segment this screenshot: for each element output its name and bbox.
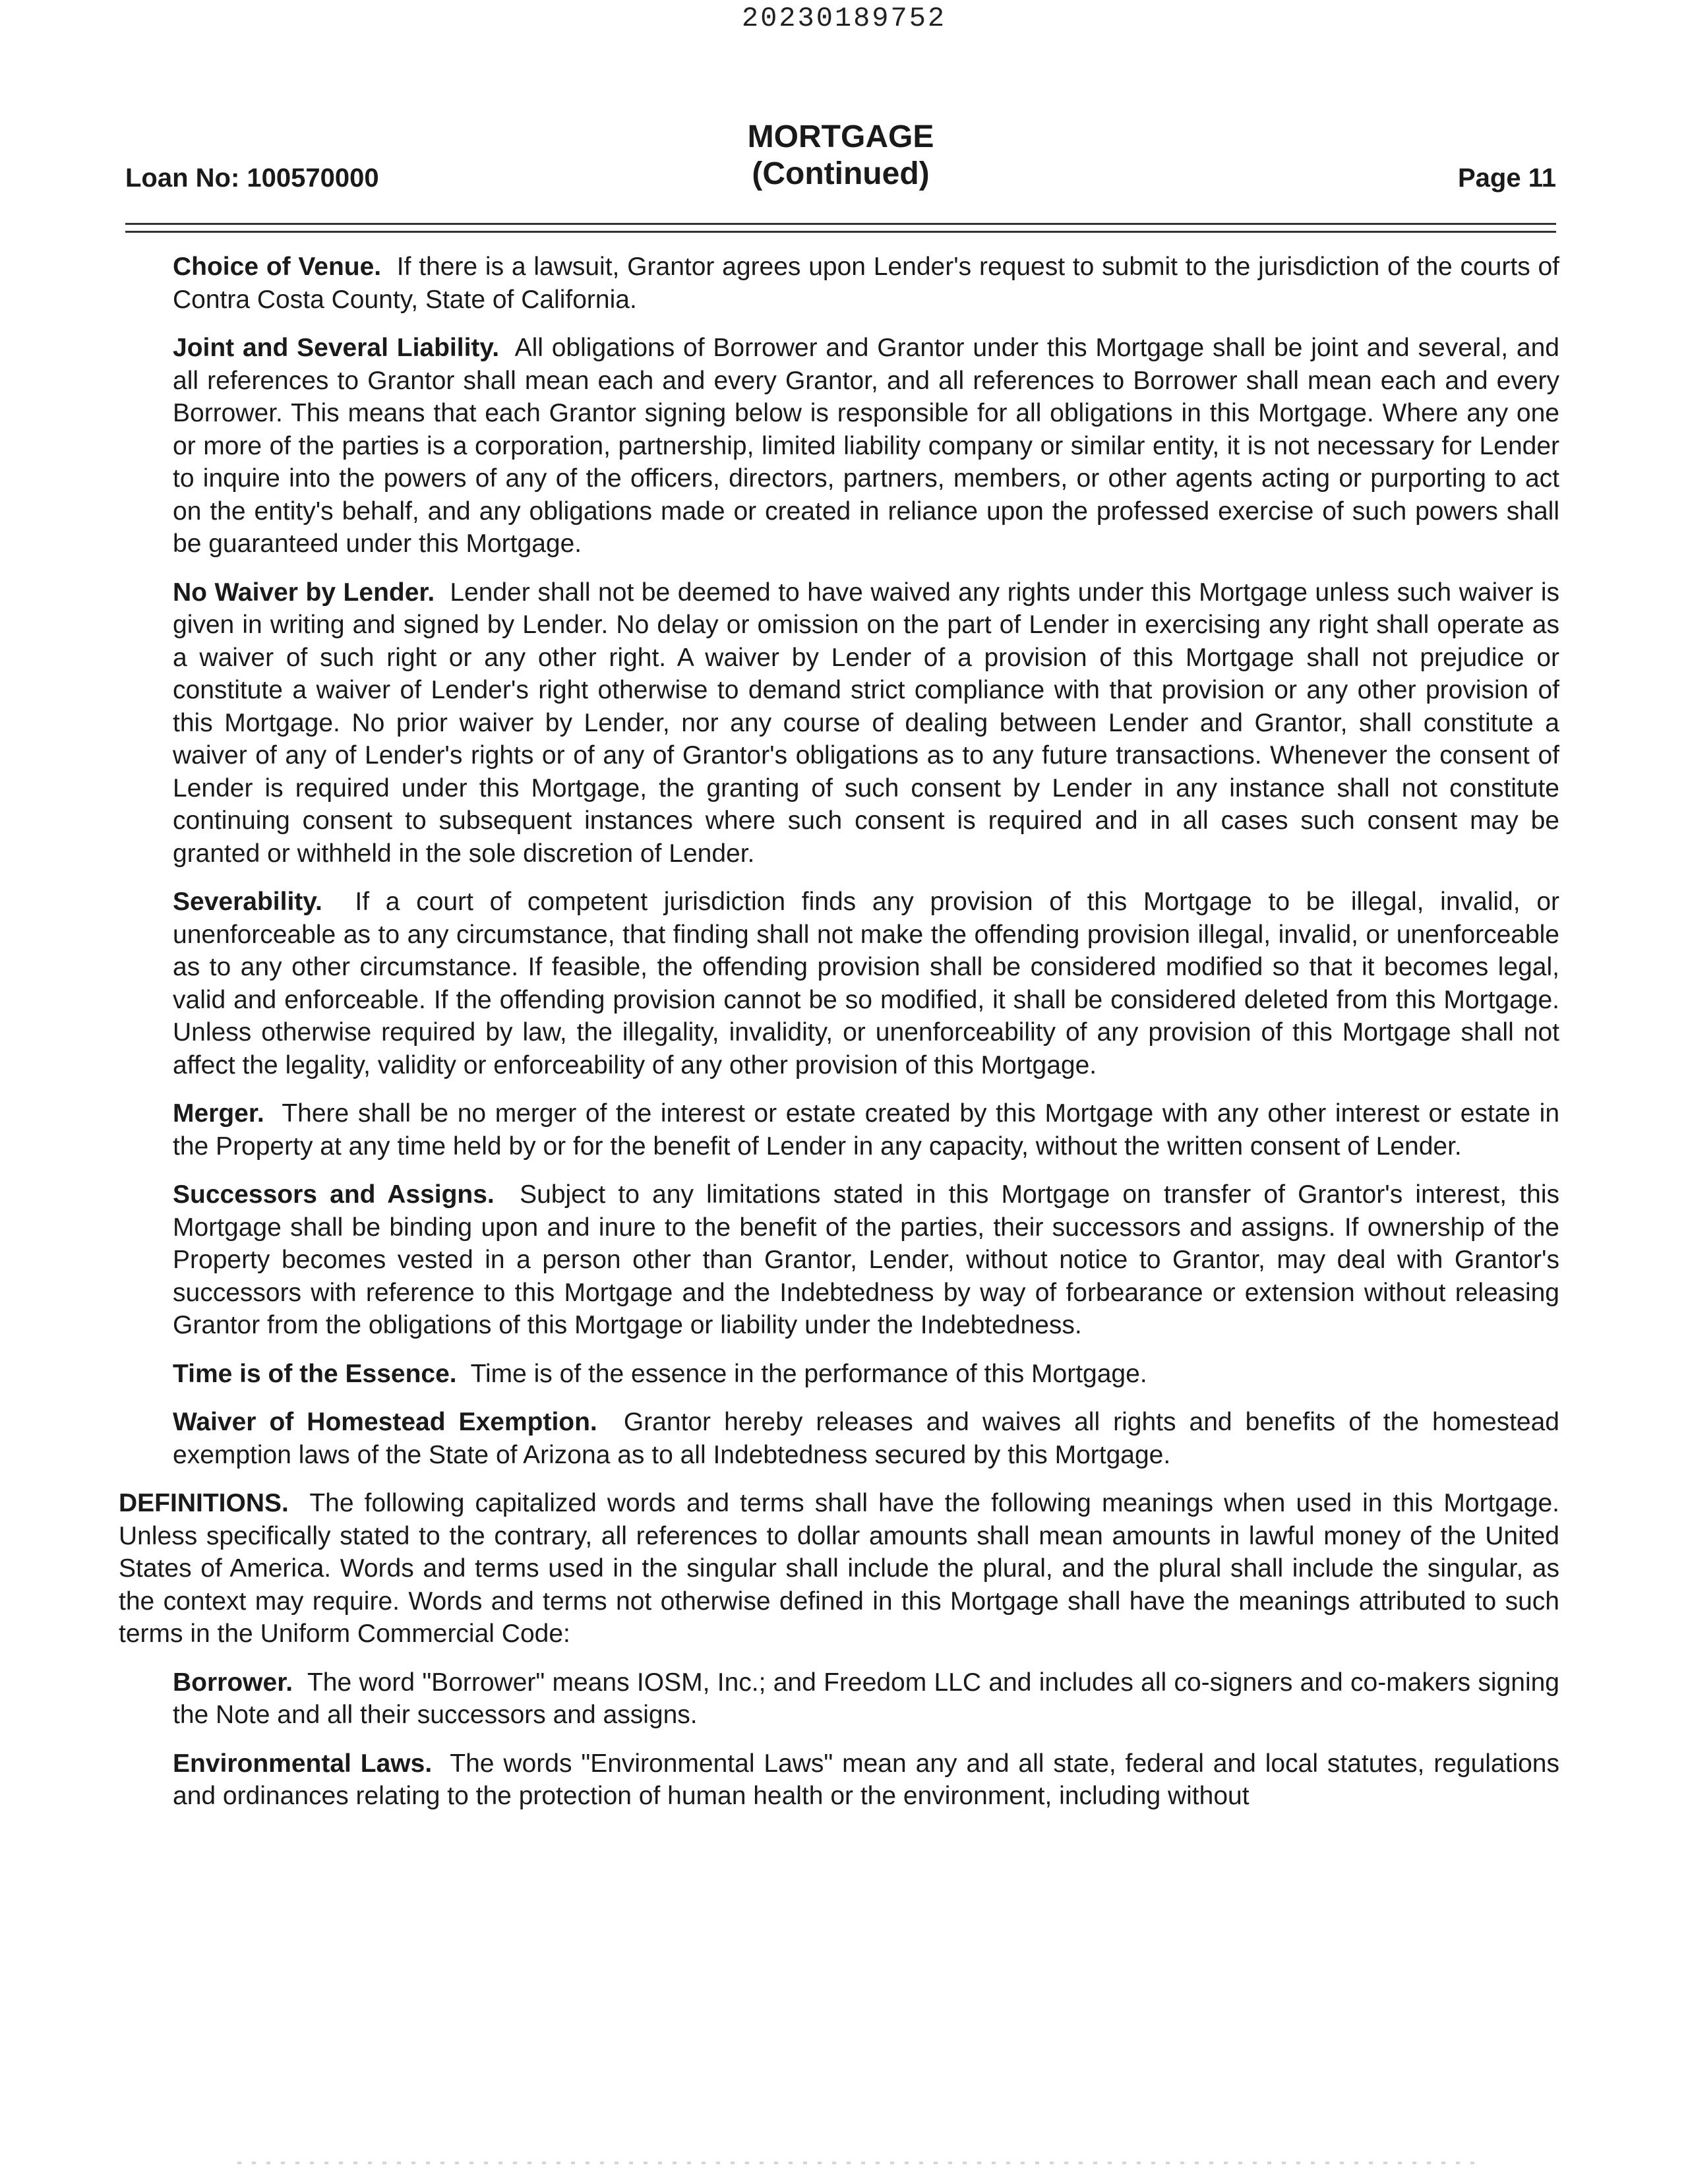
clause-time-essence [173,1358,1559,1391]
document-title: MORTGAGE [747,119,934,154]
document-title-block [125,119,1556,193]
clause-joint-several-liability [173,332,1559,561]
clause-homestead-waiver [173,1406,1559,1471]
clause-merger [173,1097,1559,1163]
clause-text: There shall be no merger of the interest or estate created by this Mortgage with any other interest or estate in the Property at any time held by or for the benefit of Lender in any capacity, without the written consent of Lender. [173,1099,1560,1161]
document-number: 20230189752 [741,3,947,34]
clause-heading: Joint and Several Liability. [173,334,500,362]
definition-text: The word "Borrower" means IOSM, Inc.; and Freedom LLC and includes all co-signers and co-makers signing the Note and all their successors and assigns. [173,1668,1559,1729]
clause-text: Time is of the essence in the performance of this Mortgage. [470,1359,1147,1388]
clause-heading: Severability. [173,888,322,916]
clause-severability [173,886,1559,1081]
definition-term: Borrower. [173,1668,293,1697]
clause-text: All obligations of Borrower and Grantor under this Mortgage shall be joint and several, and all references to Grantor shall mean each and every Grantor, and all references to Borrower shall mean each and every Borrower. This means that each Grantor signing below is responsible for all obligations in this Mortgage. Where any one or more of the parties is a corporation, partnership, limited liability company or similar entity, it is not necessary for Lender to inquire into the powers of any of the officers, directors, partners, members, or other agents acting or purporting to act on the entity's behalf, and any obligations made or created in reliance upon the professed exercise of such powers shall be guaranteed under this Mortgage. [173,334,1559,558]
document-subtitle: (Continued) [752,156,930,191]
header-rule-top [125,223,1556,225]
clause-text: If a court of competent jurisdiction finds any provision of this Mortgage to be illegal, invalid, or unenforceable as to any circumstance, that finding shall not make the offending provision illegal, invalid, or unenforceable as to any other circumstance. If feasible, the offending provision shall be considered modified so that it becomes legal, valid and enforceable. If the offending provision cannot be so modified, it shall be considered deleted from this Mortgage. Unless otherwise required by law, the illegality, invalidity, or unenforceability of any provision of this Mortgage shall not affect the legality, validity or enforceability of any other provision of this Mortgage. [173,888,1559,1079]
section-text: The following capitalized words and terms shall have the following meanings when used in this Mortgage. Unless specifically stated to the contrary, all references to dollar amounts shall mean amounts in lawful money of the United States of America. Words and terms used in the singular shall include the plural, and the plural shall include the singular, as the context may require. Words and terms not otherwise defined in this Mortgage shall have the meanings attributed to such terms in the Uniform Commercial Code: [119,1489,1559,1648]
clause-heading: Choice of Venue. [173,253,382,281]
page-number: Page 11 [1457,164,1556,193]
definition-environmental-laws [173,1747,1559,1813]
section-heading: DEFINITIONS. [119,1489,289,1517]
clause-text: If there is a lawsuit, Grantor agrees upon Lender's request to submit to the jurisdiction of the courts of Contra Costa County, State of California. [173,253,1560,314]
clause-heading: Successors and Assigns. [173,1180,495,1209]
clause-heading: Merger. [173,1099,264,1128]
document-body [119,251,1559,1829]
clause-text: Subject to any limitations stated in this Mortgage on transfer of Grantor's interest, this Mortgage shall be binding upon and inure to the benefit of the parties, their successors and assigns. If ownership of the Property becomes vested in a person other than Grantor, Lender, without notice to Grantor, may deal with Grantor's successors with reference to this Mortgage and the Indebtedness by way of forbearance or extension without releasing Grantor from the obligations of this Mortgage or liability under the Indebtedness. [173,1180,1560,1339]
clause-text: Lender shall not be deemed to have waived any rights under this Mortgage unless such waiver is given in writing and signed by Lender. No delay or omission on the part of Lender in exercising any right shall operate as a waiver of such right or any other right. A waiver by Lender of a provision of this Mortgage shall not prejudice or constitute a waiver of Lender's right otherwise to demand strict compliance with that provision or any other provision of this Mortgage. No prior waiver by Lender, nor any course of dealing between Lender and Grantor, shall constitute a waiver of any of Lender's rights or of any of Grantor's obligations as to any future transactions. Whenever the consent of Lender is required under this Mortgage, the granting of such consent by Lender in any instance shall not constitute continuing consent to subsequent instances where such consent is required and in all cases such consent may be granted or withheld in the sole discretion of Lender. [173,578,1559,868]
page-header [125,119,1556,198]
clause-successors-assigns [173,1178,1559,1342]
definition-borrower [173,1666,1559,1732]
header-rule-bottom [125,231,1556,233]
definition-text: The words "Environmental Laws" mean any and all state, federal and local statutes, regulations and ordinances relating to the protection of human health or the environment, including without [173,1749,1559,1810]
clause-heading: Waiver of Homestead Exemption. [173,1408,597,1436]
loan-number: Loan No: 100570000 [125,164,379,193]
section-definitions [119,1487,1559,1651]
clause-text: Grantor hereby releases and waives all rights and benefits of the homestead exemption laws of the State of Arizona as to all Indebtedness secured by this Mortgage. [173,1408,1559,1469]
clause-heading: No Waiver by Lender. [173,578,435,607]
scan-artifact [237,2162,1477,2164]
clause-no-waiver [173,576,1559,870]
clause-choice-of-venue [173,251,1559,316]
clause-heading: Time is of the Essence. [173,1359,457,1388]
definition-term: Environmental Laws. [173,1749,433,1778]
